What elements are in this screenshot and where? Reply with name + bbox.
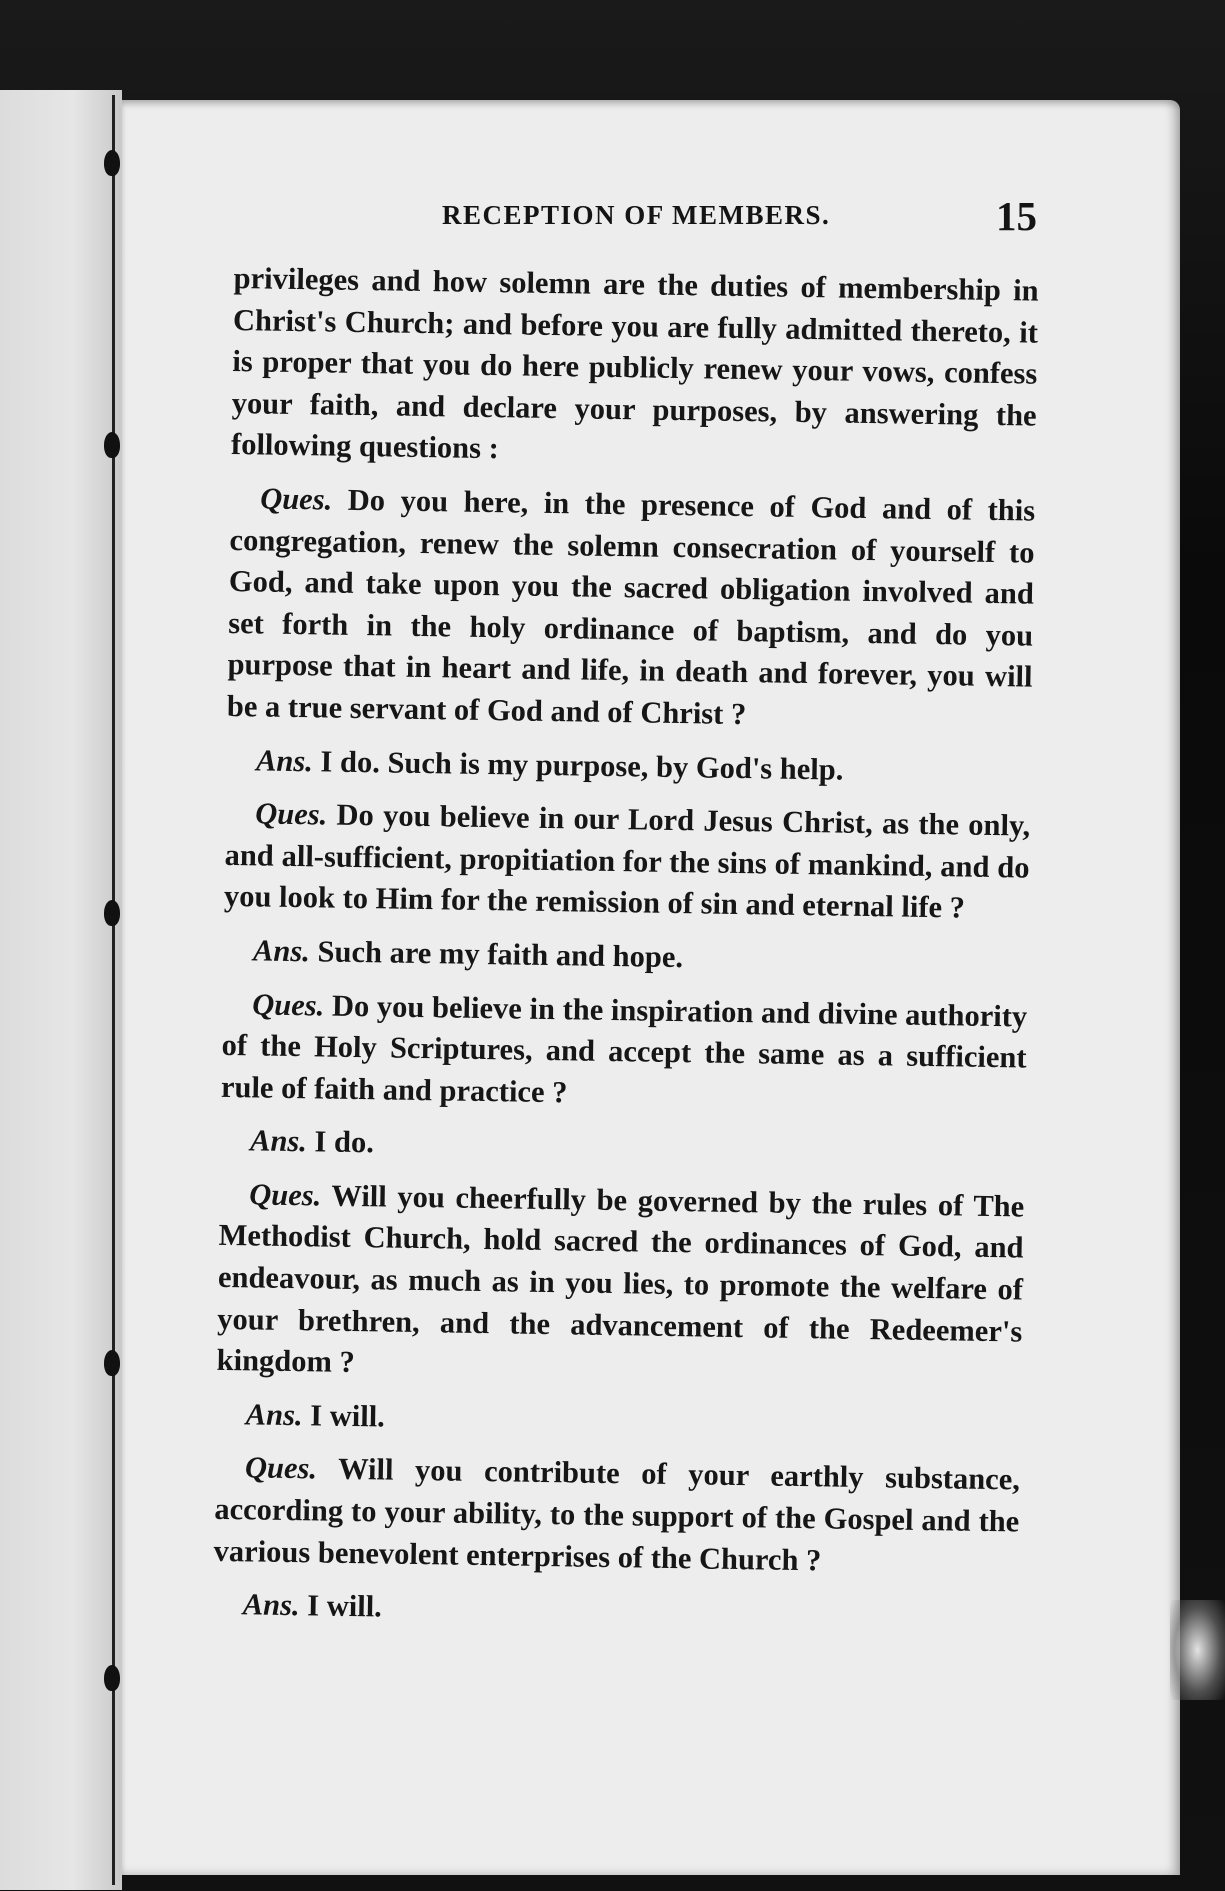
answer-paragraph [220, 1120, 1026, 1174]
page-number: 15 [996, 193, 1037, 239]
question-text: Will you contribute of your earthly substance, according to your ability, to the support of the Gospel and the various benevolent enterprises of the Church ? [213, 1452, 1021, 1578]
answer-text: I do. [314, 1124, 375, 1160]
binding-mark [104, 1350, 120, 1376]
binding-mark [104, 1665, 120, 1691]
answer-paragraph [226, 739, 1032, 793]
question-paragraph [213, 1447, 1020, 1584]
question-paragraph [221, 983, 1028, 1120]
answer-text: I do. Such is my purpose, by God's help. [320, 743, 844, 787]
binding-rule [112, 95, 115, 1885]
answer-label: Ans. [249, 1123, 308, 1159]
question-label: Ques. [252, 986, 325, 1023]
answer-text: I will. [310, 1398, 386, 1434]
answer-text: I will. [307, 1588, 383, 1624]
answer-paragraph [213, 1584, 1019, 1638]
binding-mark [104, 900, 120, 926]
answer-label: Ans. [245, 1397, 303, 1433]
question-text: Do you here, in the presence of God and of this congregation, renew the solemn consecration of yourself to God, and take upon you the sacred obligation involved and set forth in the holy ordinance of baptism, and do you purpose that in heart and life, in death and forever, you will be a true servant of God and of Christ ? [226, 482, 1036, 732]
question-label: Ques. [244, 1450, 318, 1486]
question-paragraph [224, 793, 1031, 930]
question-text: Do you believe in our Lord Jesus Christ, as the only, and all-sufficient, propitiation for the sins of mankind, and do you look to Him for the remission of sin and eternal life ? [223, 797, 1031, 925]
answer-label: Ans. [252, 933, 311, 969]
answer-text: Such are my faith and hope. [317, 934, 684, 975]
body-text [212, 258, 1039, 1650]
question-text: Do you believe in the inspiration and divine authority of the Holy Scriptures, and accept the same as a sufficient rule of faith and practice ? [220, 988, 1028, 1110]
paragraph-text: privileges and how solemn are the duties of membership in Christ's Church; and before you are fully admitted thereto, it is proper that you do here publicly renew your vows, confess your faith, and declare your purposes, by answering the following questions : [230, 260, 1039, 466]
running-head: RECEPTION OF MEMBERS. [442, 200, 831, 230]
answer-paragraph [216, 1394, 1022, 1448]
question-label: Ques. [259, 481, 333, 517]
page-header [122, 193, 1180, 260]
binding-mark [104, 432, 120, 458]
question-text: Will you cheerfully be governed by the rules of The Methodist Church, hold sacred the ordinances of God, and endeavour, as much as in you lies, to promote the welfare of your brethren, and the advancement of the Redeemer's kingdom ? [216, 1178, 1025, 1380]
question-label: Ques. [255, 796, 328, 832]
book-page [122, 100, 1180, 1875]
answer-paragraph [223, 930, 1029, 984]
answer-label: Ans. [255, 742, 314, 778]
binding-mark [104, 150, 120, 176]
previous-page-edge [0, 90, 122, 1890]
question-label: Ques. [249, 1177, 322, 1213]
paragraph-continuation [231, 258, 1039, 479]
answer-label: Ans. [242, 1587, 300, 1623]
page-edge-wear [1170, 1600, 1225, 1700]
question-paragraph [227, 478, 1036, 740]
question-paragraph [216, 1174, 1024, 1395]
